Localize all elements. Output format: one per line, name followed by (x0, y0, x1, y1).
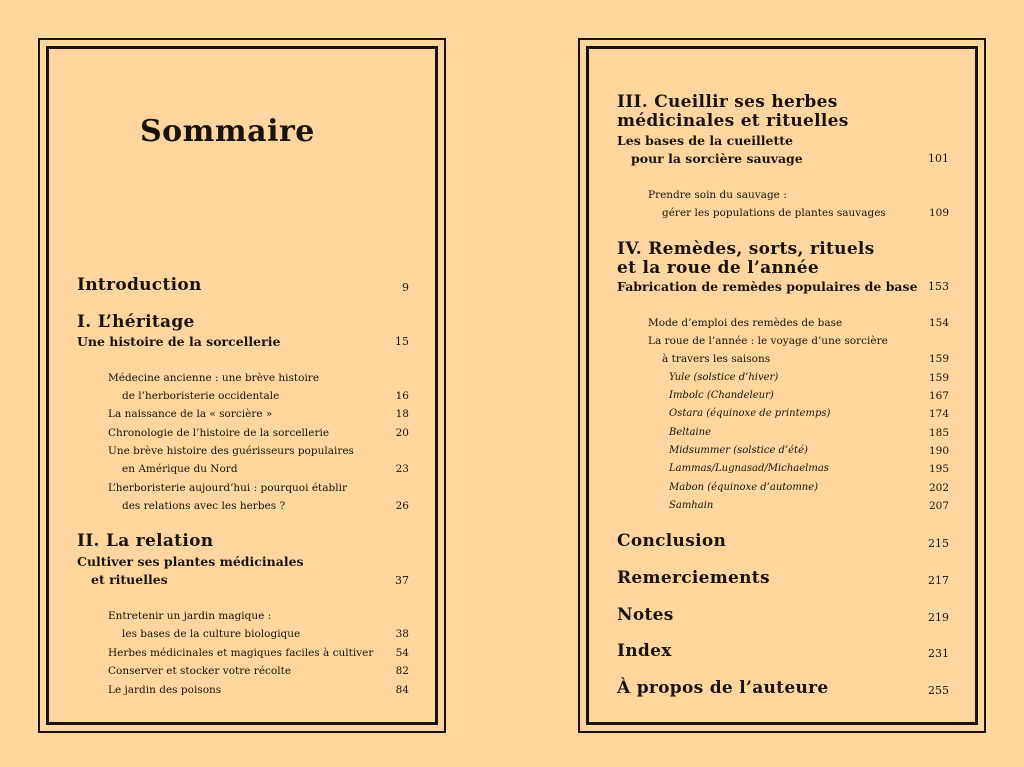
toc-end-item-page: 215 (928, 537, 949, 550)
sabbat-item[interactable]: Yule (solstice d’hiver) (669, 372, 779, 383)
part4-subtitle-page: 153 (928, 280, 949, 293)
part3-subtitle-line1[interactable]: Les bases de la cueillette (617, 133, 793, 148)
toc-end-item-page: 219 (928, 611, 949, 624)
part4-item-1-page: 154 (928, 317, 949, 329)
toc-end-item[interactable]: Notes (617, 605, 674, 625)
part1-item-1-line2[interactable]: de l’herboristerie occidentale (122, 390, 280, 402)
part3-heading-line2[interactable]: médicinales et rituelles (617, 111, 849, 131)
part1-item-2-page: 18 (395, 408, 409, 420)
part1-item-1-page: 16 (395, 390, 409, 402)
part3-subtitle-page: 101 (928, 152, 949, 165)
sabbat-item[interactable]: Midsummer (solstice d’été) (669, 445, 808, 456)
sabbat-item-page: 207 (928, 500, 949, 512)
part1-item-4-page: 23 (395, 463, 409, 475)
part4-item-2-line1[interactable]: La roue de l’année : le voyage d’une sorcière (648, 335, 888, 347)
sabbat-item-page: 159 (928, 372, 949, 384)
part2-item-1-line1[interactable]: Entretenir un jardin magique : (108, 610, 272, 622)
sabbat-item[interactable]: Samhain (669, 500, 714, 511)
part1-item-5-line2[interactable]: des relations avec les herbes ? (122, 500, 286, 512)
part1-item-1-line1[interactable]: Médecine ancienne : une brève histoire (108, 372, 320, 384)
part2-item-3-page: 82 (395, 665, 409, 677)
part1-item-4-line1[interactable]: Une brève histoire des guérisseurs populaires (108, 445, 354, 457)
part2-subtitle-page: 37 (395, 574, 409, 587)
part2-item-1-line2[interactable]: les bases de la culture biologique (122, 628, 301, 640)
part2-subtitle-line2[interactable]: et rituelles (91, 572, 168, 587)
part2-heading[interactable]: II. La relation (77, 531, 214, 551)
part1-item-5-line1[interactable]: L’herboristerie aujourd’hui : pourquoi établir (108, 482, 347, 494)
toc-introduction[interactable]: Introduction (77, 275, 202, 295)
sabbat-item-page: 174 (928, 408, 949, 420)
part3-item-1-page: 109 (928, 207, 949, 219)
toc-end-item[interactable]: Conclusion (617, 531, 727, 551)
toc-end-item[interactable]: Remerciements (617, 568, 770, 588)
part3-subtitle-line2[interactable]: pour la sorcière sauvage (631, 151, 803, 166)
toc-end-item[interactable]: Index (617, 641, 672, 661)
toc-end-item-page: 255 (928, 684, 949, 697)
part4-item-2-line2[interactable]: à travers les saisons (662, 353, 771, 365)
part3-heading-line1[interactable]: III. Cueillir ses herbes (617, 92, 838, 112)
part1-item-5-page: 26 (395, 500, 409, 512)
part1-subtitle[interactable]: Une histoire de la sorcellerie (77, 334, 281, 349)
toc-end-item-page: 217 (928, 574, 949, 587)
part2-item-4[interactable]: Le jardin des poisons (108, 684, 222, 696)
sabbat-item[interactable]: Lammas/Lugnasad/Michaelmas (669, 463, 829, 474)
part2-item-4-page: 84 (395, 684, 409, 696)
part2-item-3[interactable]: Conserver et stocker votre récolte (108, 665, 292, 677)
part4-subtitle[interactable]: Fabrication de remèdes populaires de base (617, 279, 918, 294)
part1-item-3[interactable]: Chronologie de l’histoire de la sorcellerie (108, 427, 330, 439)
part1-item-3-page: 20 (395, 427, 409, 439)
part2-item-2-page: 54 (395, 647, 409, 659)
part4-heading-line1[interactable]: IV. Remèdes, sorts, rituels (617, 239, 875, 259)
part1-heading[interactable]: I. L’héritage (77, 312, 195, 332)
part3-item-1-line1[interactable]: Prendre soin du sauvage : (648, 189, 787, 201)
part4-heading-line2[interactable]: et la roue de l’année (617, 258, 820, 278)
page-title: Sommaire (140, 114, 315, 149)
toc-introduction-page: 9 (402, 281, 409, 294)
toc-end-item-page: 231 (928, 647, 949, 660)
sabbat-item-page: 190 (928, 445, 949, 457)
part4-item-2-page: 159 (928, 353, 949, 365)
sabbat-item-page: 167 (928, 390, 949, 402)
sabbat-item-page: 185 (928, 427, 949, 439)
part3-item-1-line2[interactable]: gérer les populations de plantes sauvages (662, 207, 886, 219)
part4-item-1[interactable]: Mode d’emploi des remèdes de base (648, 317, 843, 329)
part2-subtitle-line1[interactable]: Cultiver ses plantes médicinales (77, 554, 304, 569)
part1-subtitle-page: 15 (395, 335, 409, 348)
part1-item-2[interactable]: La naissance de la « sorcière » (108, 408, 273, 420)
part2-item-1-page: 38 (395, 628, 409, 640)
toc-end-item[interactable]: À propos de l’auteure (617, 678, 829, 698)
sabbat-item[interactable]: Imbolc (Chandeleur) (669, 390, 774, 401)
sabbat-item[interactable]: Ostara (équinoxe de printemps) (669, 408, 831, 419)
sabbat-item-page: 195 (928, 463, 949, 475)
sabbat-item[interactable]: Beltaine (669, 427, 712, 438)
sabbat-item[interactable]: Mabon (équinoxe d’automne) (669, 482, 819, 493)
part1-item-4-line2[interactable]: en Amérique du Nord (122, 463, 238, 475)
sabbat-item-page: 202 (928, 482, 949, 494)
part2-item-2[interactable]: Herbes médicinales et magiques faciles à cultiver (108, 647, 374, 659)
